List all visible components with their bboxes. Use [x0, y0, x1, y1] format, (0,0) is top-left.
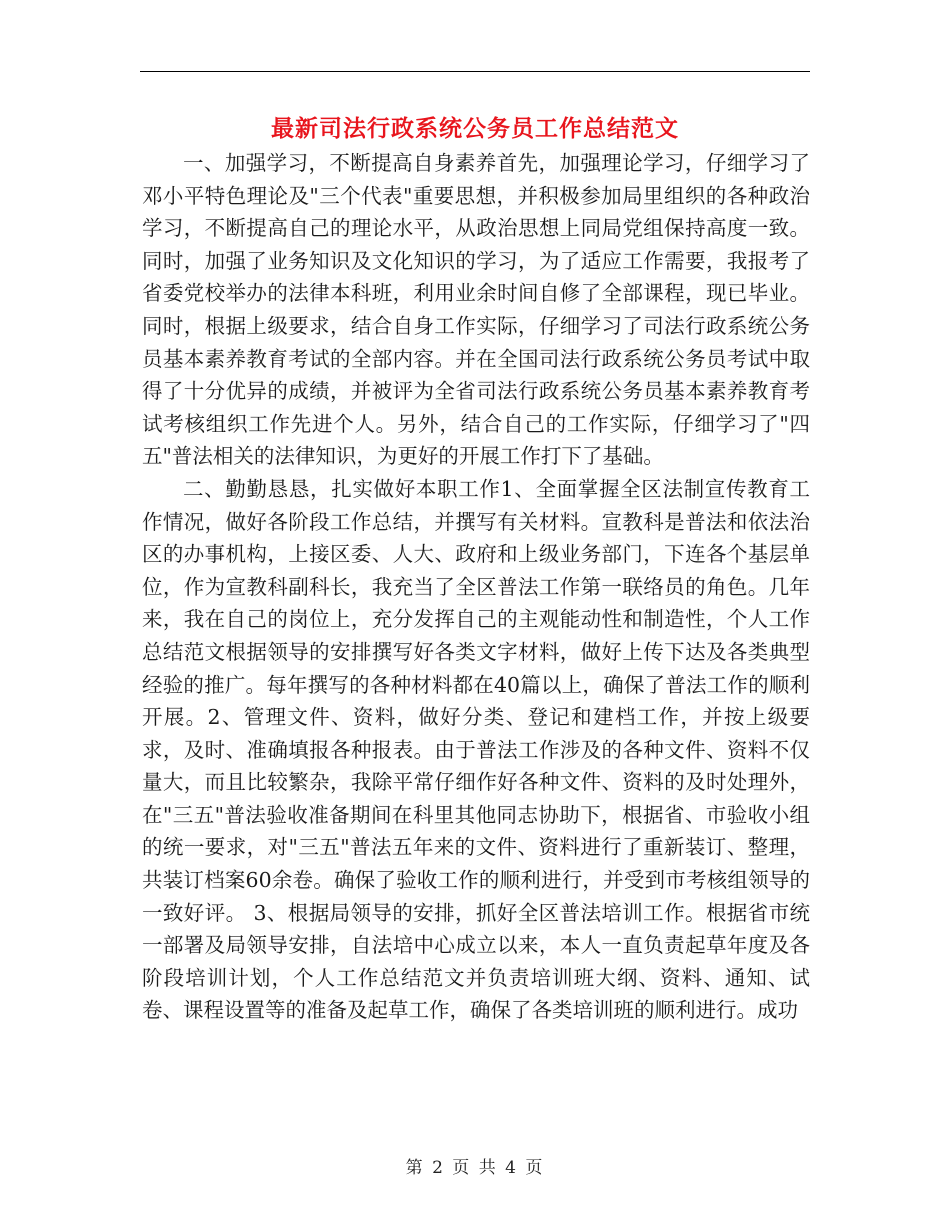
- page-number-footer: 第 2 页 共 4 页: [405, 1158, 545, 1178]
- document-body: [142, 147, 810, 1027]
- paragraph-1: 一、加强学习，不断提高自身素养首先，加强理论学习，仔细学习了邓小平特色理论及"三个代表"重要思想，并积极参加局里组织的各种政治学习，不断提高自己的理论水平，从政治思想上同局党组保持高度一致。同时，加强了业务知识及文化知识的学习，为了适应工作需要，我报考了省委党校举办的法律本科班，利用业余时间自修了全部课程，现已毕业。同时，根据上级要求，结合自身工作实际，仔细学习了司法行政系统公务员基本素养教育考试的全部内容。并在全国司法行政系统公务员考试中取得了十分优异的成绩，并被评为全省司法行政系统公务员基本素养教育考试考核组织工作先进个人。另外，结合自己的工作实际，仔细学习了"四五"普法相关的法律知识，为更好的开展工作打下了基础。: [142, 151, 810, 469]
- paragraph-2: 二、勤勤恳恳，扎实做好本职工作1、全面掌握全区法制宣传教育工作情况，做好各阶段工作总结，并撰写有关材料。宣教科是普法和依法治区的办事机构，上接区委、人大、政府和上级业务部门，下连各个基层单位，作为宣教科副科长，我充当了全区普法工作第一联络员的角色。几年来，我在自己的岗位上，充分发挥自己的主观能动性和制造性，个人工作总结范文根据领导的安排撰写好各类文字材料，做好上传下达及各类典型经验的推广。每年撰写的各种材料都在40篇以上，确保了普法工作的顺利开展。2、管理文件、资料，做好分类、登记和建档工作，并按上级要求，及时、准确填报各种报表。由于普法工作涉及的各种文件、资料不仅量大，而且比较繁杂，我除平常仔细作好各种文件、资料的及时处理外，在"三五"普法验收准备期间在科里其他同志协助下，根据省、市验收小组的统一要求，对"三五"普法五年来的文件、资料进行了重新装订、整理，共装订档案60余卷。确保了验收工作的顺利进行，并受到市考核组领导的一致好评。 3、根据局领导的安排，抓好全区普法培训工作。根据省市统一部署及局领导安排，自法培中心成立以来，本人一直负责起草年度及各阶段培训计划，个人工作总结范文并负责培训班大纲、资料、通知、试卷、课程设置等的准备及起草工作，确保了各类培训班的顺利进行。成功: [142, 476, 810, 1023]
- document-title: 最新司法行政系统公务员工作总结范文: [271, 115, 679, 142]
- header-rule: [140, 71, 810, 72]
